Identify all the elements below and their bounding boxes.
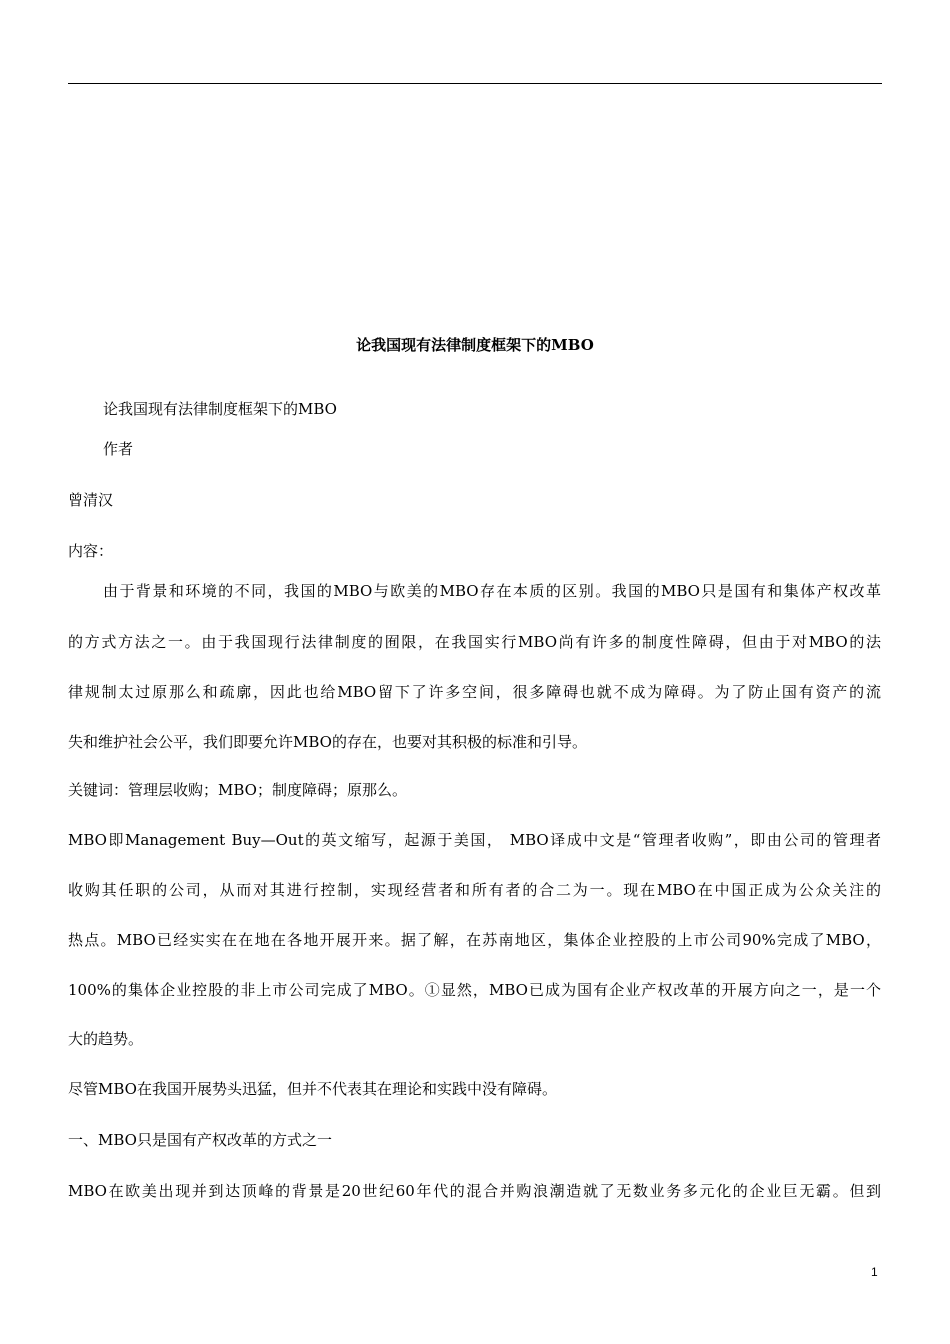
abstract-line: 的方式方法之一。由于我国现行法律制度的囿限，在我国实行MBO尚有许多的制度性障碍，但由于对MBO的法 (68, 633, 881, 651)
abstract-line: 律规制太过原那么和疏廓，因此也给MBO留下了许多空间，很多障碍也就不成为障碍。为了防止国有资产的流 (68, 683, 881, 701)
intro-line: 大的趋势。 (68, 1030, 144, 1048)
header-rule (68, 83, 882, 84)
keywords: 关键词：管理层收购；MBO；制度障碍；原那么。 (68, 781, 407, 799)
section-first-line: MBO在欧美出现并到达顶峰的背景是20世纪60年代的混合并购浪潮造就了无数业务多元化的企业巨无霸。但到 (68, 1182, 881, 1200)
intro-line: MBO即Management Buy—Out的英文缩写，起源于美国， MBO译成中文是“管理者收购”，即由公司的管理者 (68, 831, 881, 849)
intro-line: 收购其任职的公司，从而对其进行控制，实现经营者和所有者的合二为一。现在MBO在中国正成为公众关注的 (68, 881, 881, 899)
document-subtitle: 论我国现有法律制度框架下的MBO (103, 400, 337, 418)
page-number: 1 (871, 1265, 878, 1279)
obstacle-sentence: 尽管MBO在我国开展势头迅猛，但并不代表其在理论和实践中没有障碍。 (68, 1080, 557, 1098)
abstract-line: 由于背景和环境的不同，我国的MBO与欧美的MBO存在本质的区别。我国的MBO只是国有和集体产权改革 (103, 582, 881, 600)
section-heading: 一、MBO只是国有产权改革的方式之一 (68, 1131, 332, 1149)
abstract-line: 失和维护社会公平，我们即要允许MBO的存在，也要对其积极的标准和引导。 (68, 733, 587, 751)
author-label: 作者 (103, 440, 134, 458)
author-name: 曾清汉 (68, 491, 114, 509)
document-title: 论我国现有法律制度框架下的MBO (356, 336, 594, 354)
intro-line: 100%的集体企业控股的非上市公司完成了MBO。①显然，MBO已成为国有企业产权改革的开展方向之一，是一个 (68, 981, 881, 999)
intro-line: 热点。MBO已经实实在在地在各地开展开来。据了解，在苏南地区，集体企业控股的上市公司90%完成了MBO， (68, 931, 881, 949)
content-label: 内容： (68, 542, 114, 560)
